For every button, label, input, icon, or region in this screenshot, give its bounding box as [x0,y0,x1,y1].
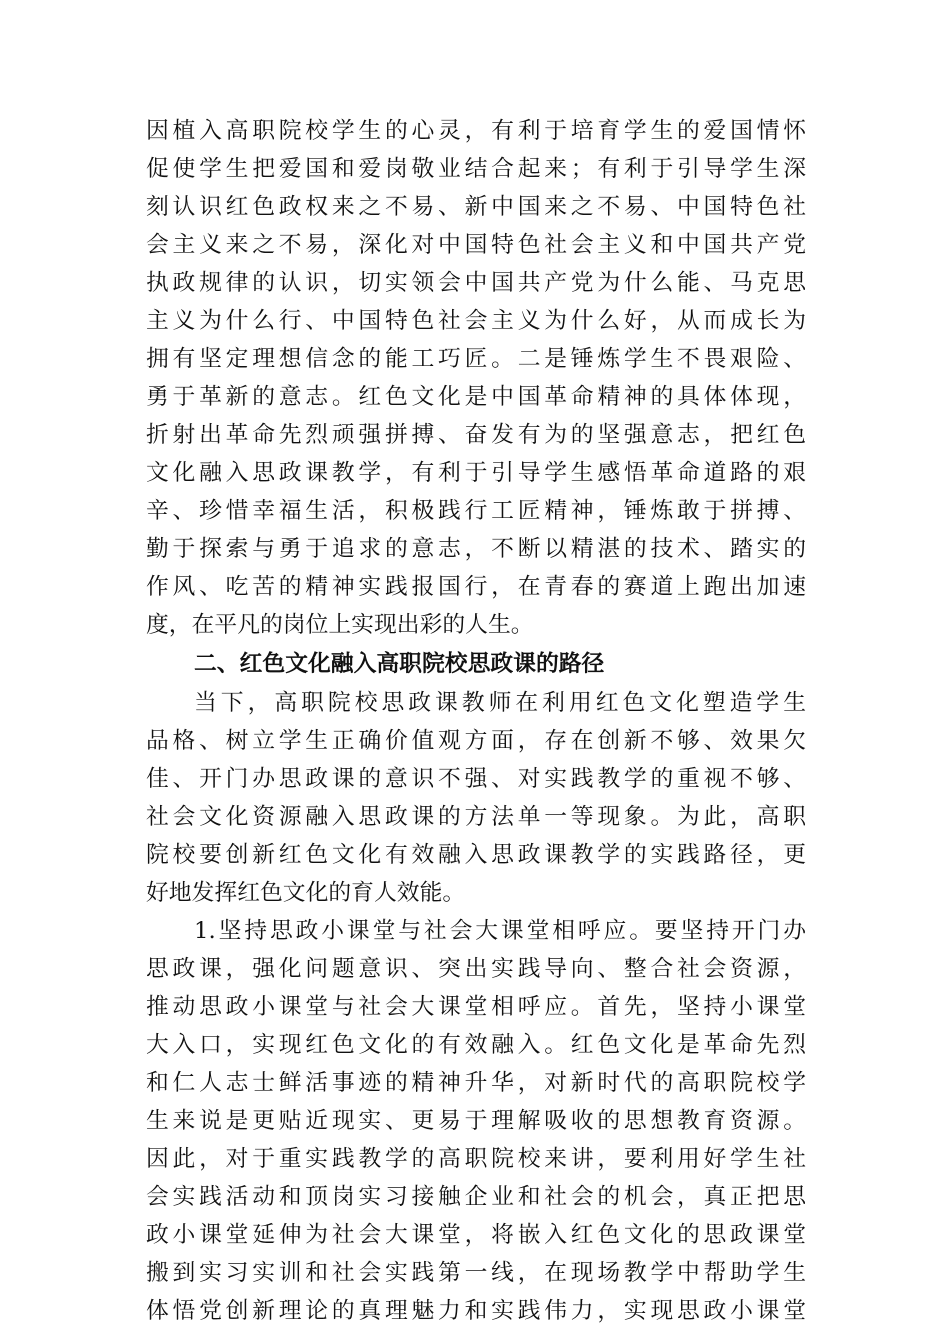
text-line: 好地发挥红色文化的育人效能。 [146,880,466,906]
text-line: 因此，对于重实践教学的高职院校来讲，要利用好学生社 [146,1146,806,1172]
text-line: 主义为什么行、中国特色社会主义为什么好，从而成长为 [146,308,806,334]
text-line: 政小课堂延伸为社会大课堂，将嵌入红色文化的思政课堂 [146,1222,806,1248]
text-line: 1.坚持思政小课堂与社会大课堂相呼应。要坚持开门办 [194,918,806,944]
text-line: 院校要创新红色文化有效融入思政课教学的实践路径，更 [146,842,806,868]
text-line: 和仁人志士鲜活事迹的精神升华，对新时代的高职院校学 [146,1070,806,1096]
text-line: 拥有坚定理想信念的能工巧匠。二是锤炼学生不畏艰险、 [146,346,806,372]
text-line: 生来说是更贴近现实、更易于理解吸收的思想教育资源。 [146,1108,806,1134]
text-line: 思政课，强化问题意识、突出实践导向、整合社会资源， [146,956,806,982]
text-line: 当下，高职院校思政课教师在利用红色文化塑造学生 [194,690,806,716]
text-line: 大入口，实现红色文化的有效融入。红色文化是革命先烈 [146,1032,806,1058]
text-line: 刻认识红色政权来之不易、新中国来之不易、中国特色社 [146,194,806,220]
text-line: 品格、树立学生正确价值观方面，存在创新不够、效果欠 [146,728,806,754]
text-line: 搬到实习实训和社会实践第一线，在现场教学中帮助学生 [146,1260,806,1286]
paragraph-1 [146,112,806,644]
paragraph-3 [146,912,806,1330]
document-page [146,112,806,1330]
text-line: 体悟党创新理论的真理魅力和实践伟力，实现思政小课堂 [146,1298,806,1324]
text-line: 勤于探索与勇于追求的意志，不断以精湛的技术、踏实的 [146,536,806,562]
text-line: 作风、吃苦的精神实践报国行，在青春的赛道上跑出加速 [146,574,806,600]
text-line: 社会文化资源融入思政课的方法单一等现象。为此，高职 [146,804,806,830]
text-line: 度，在平凡的岗位上实现出彩的人生。 [146,612,534,638]
text-line: 佳、开门办思政课的意识不强、对实践教学的重视不够、 [146,766,806,792]
text-line: 执政规律的认识，切实领会中国共产党为什么能、马克思 [146,270,806,296]
text-line: 文化融入思政课教学，有利于引导学生感悟革命道路的艰 [146,460,806,486]
text-line: 勇于革新的意志。红色文化是中国革命精神的具体体现， [146,384,806,410]
paragraph-2 [146,684,806,912]
text-line: 折射出革命先烈顽强拼搏、奋发有为的坚强意志，把红色 [146,422,806,448]
text-line: 推动思政小课堂与社会大课堂相呼应。首先，坚持小课堂 [146,994,806,1020]
text-line: 会主义来之不易，深化对中国特色社会主义和中国共产党 [146,232,806,258]
text-line: 促使学生把爱国和爱岗敬业结合起来；有利于引导学生深 [146,156,806,182]
section-heading: 二、红色文化融入高职院校思政课的路径 [194,651,605,677]
text-line: 会实践活动和顶岗实习接触企业和社会的机会，真正把思 [146,1184,806,1210]
text-line: 辛、珍惜幸福生活，积极践行工匠精神，锤炼敢于拼搏、 [146,498,806,524]
text-line: 因植入高职院校学生的心灵，有利于培育学生的爱国情怀 [146,118,806,144]
